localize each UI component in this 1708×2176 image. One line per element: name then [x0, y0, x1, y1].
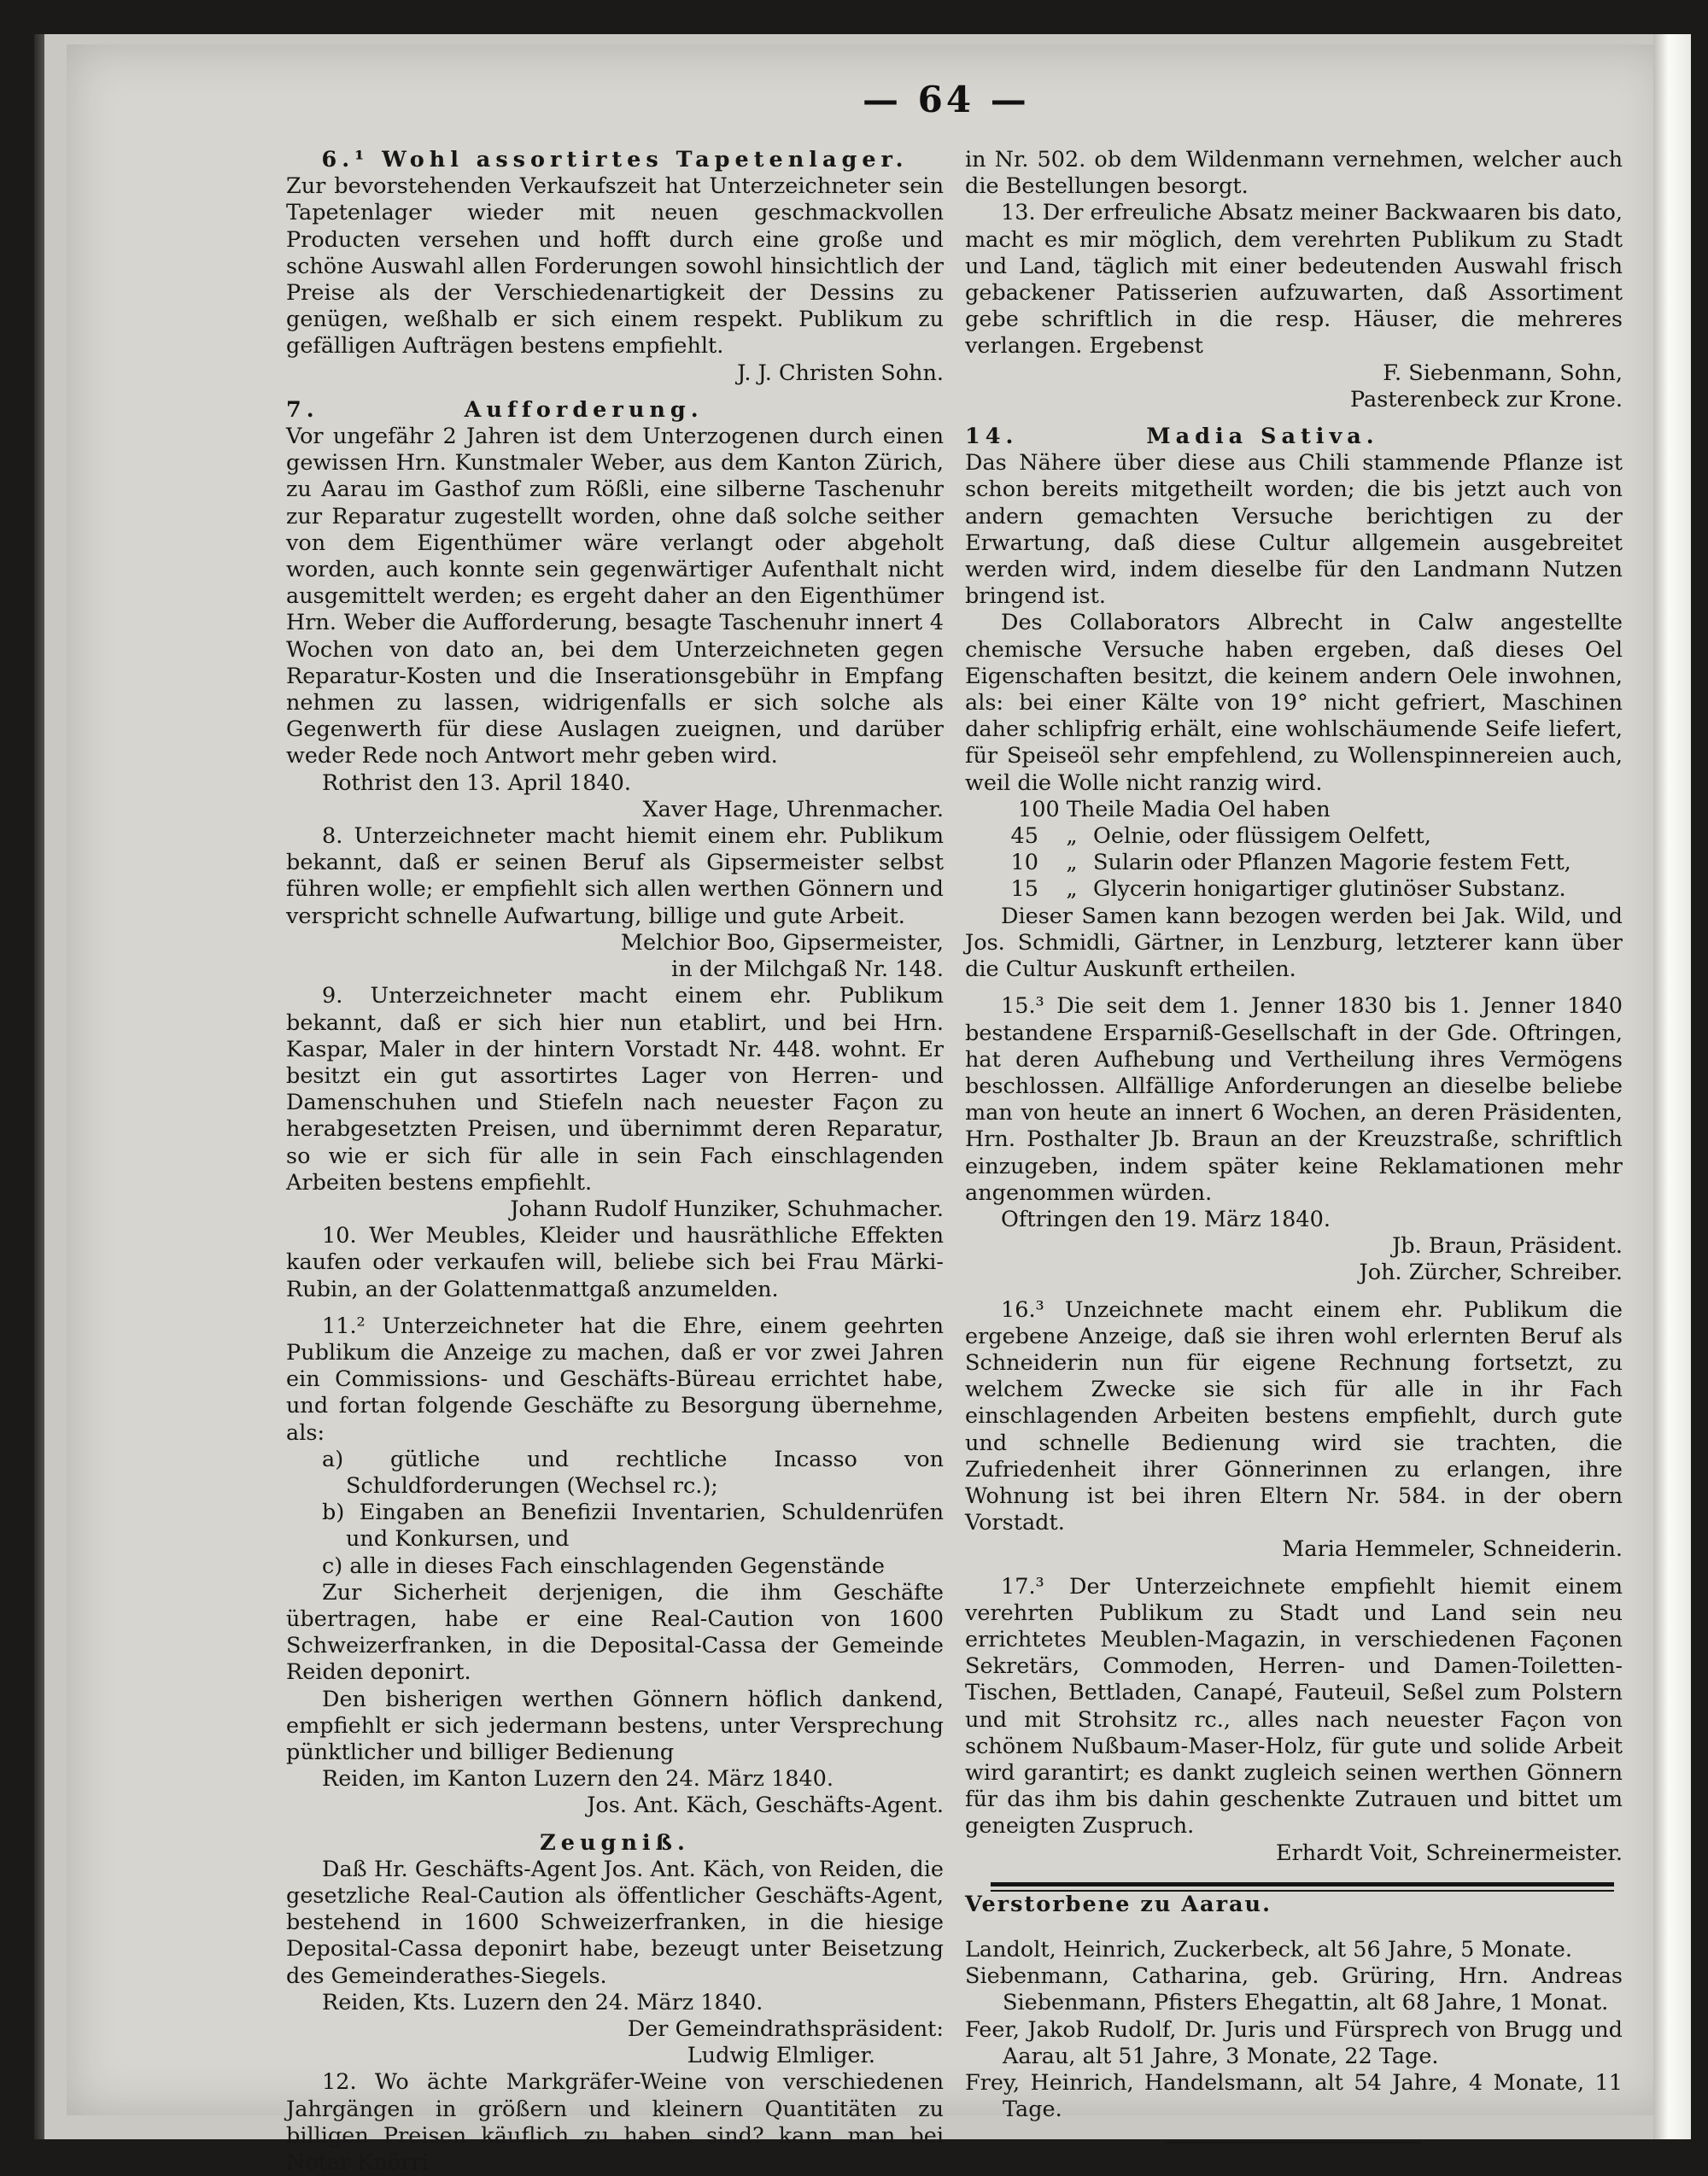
ad14-row-quantity: 45 — [1010, 823, 1038, 850]
deaths-section-title: Verstorbene zu Aarau. — [965, 1891, 1272, 1917]
ad12-continuation: in Nr. 502. ob dem Wildenmann vernehmen, welcher auch die Bestellungen besorgt. — [965, 147, 1623, 200]
ad8-signature: Melchior Boo, Gipsermeister, — [620, 929, 944, 956]
ad14-number: 14. — [965, 424, 1019, 450]
right-column — [965, 147, 1623, 2144]
ad11-signature: Jos. Ant. Käch, Geschäfts-Agent. — [587, 1793, 944, 1819]
death-entry: Feer, Jakob Rudolf, Dr. Juris und Fürsprech von Brugg und Aarau, alt 51 Jahre, 3 Monate, 22 Tage. — [965, 2016, 1623, 2069]
ad14-paragraph-2: Des Collaborators Albrecht in Calw angestellte chemische Versuche haben ergeben, daß dieses Oel Eigenschaften besitzt, die keinem andern Oele inwohnen, als: bei einer Kälte von 19° nicht gefriert, Maschinen daher schlipfrig erhält, eine wohlschäumende Seife liefert, für Speiseöl sehr empfehlend, zu Wollenspinnereien auch, weil die Wolle nicht ranzig wird. — [965, 610, 1623, 796]
ad11-item-a: a) gütliche und rechtliche Incasso von Schuldforderungen (Wechsel rc.); — [322, 1446, 944, 1499]
spacer — [286, 387, 944, 397]
ad14-table-row — [982, 823, 1623, 850]
ad11-date: Reiden, im Kanton Luzern den 24. März 1840. — [322, 1766, 834, 1793]
ad14-row-text: Glycerin honigartiger glutinöser Substanz. — [1093, 876, 1566, 903]
next-page-edge — [1653, 34, 1691, 2139]
ad11-item-c: c) alle in dieses Fach einschlagenden Gegenstände — [322, 1553, 885, 1579]
zeugnis-date: Reiden, Kts. Luzern den 24. März 1840. — [322, 1989, 763, 2015]
ad13-body: 13. Der erfreuliche Absatz meiner Backwaaren bis dato, macht es mir möglich, dem verehrten Publikum zu Stadt und Land, täglich mit einer bedeutenden Auswahl frisch gebackener Patisserien aufzuwarten, daß Assortiment gebe schriftlich in die resp. Häuser, die mehreres verlangen. Ergebenst — [965, 200, 1623, 360]
ad14-row-text: Sularin oder Pflanzen Magorie festem Fett, — [1093, 850, 1571, 876]
ad13-signature: F. Siebenmann, Sohn, — [1383, 360, 1623, 386]
ad6-signature: J. J. Christen Sohn. — [737, 360, 944, 386]
page-number: — 64 — — [863, 79, 1030, 120]
left-column — [286, 147, 944, 2176]
ad11-item-b: b) Eingaben an Benefizii Inventarien, Schuldenrüfen und Konkursen, und — [322, 1500, 944, 1553]
ad9-signature: Johann Rudolf Hunziker, Schuhmacher. — [510, 1196, 944, 1222]
zeugnis-title: Zeugniß. — [540, 1829, 690, 1856]
ad14-row-quantity: 15 — [1010, 876, 1038, 903]
ad7-title — [286, 397, 944, 424]
ad7-number: 7. — [286, 396, 319, 423]
zeugnis-signature-title: Der Gemeindrathspräsident: — [627, 2016, 944, 2043]
zeugnis-signature-name: Ludwig Elmliger. — [687, 2043, 875, 2069]
ad14-table-header: 100 Theile Madia Oel haben — [1018, 796, 1331, 822]
spacer — [286, 1303, 944, 1313]
ad14-title — [965, 424, 1623, 450]
ad8-address: in der Milchgaß Nr. 148. — [671, 956, 944, 983]
spacer — [965, 413, 1623, 424]
ad11-security: Zur Sicherheit derjenigen, die ihm Geschäfte übertragen, habe er eine Real-Caution von 1600 Schweizerfranken, in die Deposital-Cassa der Gemeinde Reiden deponirt. — [286, 1579, 944, 1686]
ad15-signature-clerk: Joh. Zürcher, Schreiber. — [1359, 1260, 1623, 1286]
ad13-business: Pasterenbeck zur Krone. — [1350, 386, 1623, 412]
ad17-body: 17.³ Der Unterzeichnete empfiehlt hiemit einem verehrten Publikum zu Stadt und Land sein neu errichtetes Meublen-Magazin, in verschiedenen Façonen Sekretärs, Commoden, Herren- und Damen-Toiletten-Tischen, Bettladen, Canapé, Fauteuil, Seßel zum Polstern und mit Strohsitz rc., alles nach neuester Façon von schönem Nußbaum-Maser-Holz, für gute und solide Arbeit wird garantirt; es dankt zugleich seinen werthen Gönnern für das ihm bis dahin geschenkte Zutrauen und bittet um geneigten Zuspruch. — [965, 1573, 1623, 1840]
ad15-body: 15.³ Die seit dem 1. Jenner 1830 bis 1. Jenner 1840 bestandene Ersparniß-Gesellschaft in der Gde. Oftringen, hat deren Aufhebung und Vertheilung ihres Vermögens beschlossen. Allfällige Anforderungen an dieselbe beliebe man von heute an innert 6 Wochen, an deren Präsidenten, Hrn. Posthalter Jb. Braun an der Kreuzstraße, schriftlich einzugeben, indem später keine Reklamationen mehr angenommen würden. — [965, 993, 1623, 1206]
ad8-body: 8. Unterzeichneter macht hiemit einem ehr. Publikum bekannt, daß er seinen Beruf als Gipsermeister selbst führen wolle; er empfiehlt sich allen werthen Gönnern und verspricht schnelle Aufwartung, billige und gute Arbeit. — [286, 823, 944, 929]
ad6-body: Zur bevorstehenden Verkaufszeit hat Unterzeichneter sein Tapetenlager wieder mit neuen geschmackvollen Producten versehen und hofft durch eine große und schöne Auswahl allen Forderungen sowohl hinsichtlich der Preise als der Verschiedenartigkeit der Dessins zu genügen, weßhalb er sich einem respekt. Publikum zu gefälligen Aufträgen bestens empfiehlt. — [286, 173, 944, 360]
ad10-body: 10. Wer Meubles, Kleider und hausräthliche Effekten kaufen oder verkaufen will, beliebe sich bei Frau Märki-Rubin, an der Golattenmattgaß anzumelden. — [286, 1223, 944, 1302]
ad9-body: 9. Unterzeichneter macht einem ehr. Publikum bekannt, daß er sich hier nun etablirt, und bei Hrn. Kaspar, Maler in der hintern Vorstadt Nr. 448. wohnt. Er besitzt ein gut assortirtes Lager von Herren- und Damenschuhen und Stiefeln nach neuester Façon zu herabgesetzten Preisen, und übernimmt deren Reparatur, so wie er sich für alle in sein Fach einschlagenden Arbeiten bestens empfiehlt. — [286, 983, 944, 1196]
ad14-row-text: Oelnie, oder flüssigem Oelfett, — [1093, 823, 1431, 850]
spacer — [965, 1287, 1623, 1297]
ad12-body: 12. Wo ächte Markgräfer-Weine von verschiedenen Jahrgängen in größern und kleinern Quantitäten zu billigen Preisen käuflich zu haben sind? kann man bei Notar Knörri — [286, 2069, 944, 2176]
ad15-signature-president: Jb. Braun, Präsident. — [1392, 1233, 1623, 1260]
spacer — [286, 1820, 944, 1830]
ad14-title-text: Madia Sativa. — [1146, 424, 1379, 450]
ad14-table-row — [982, 876, 1623, 903]
ad14-paragraph-1: Das Nähere über diese aus Chili stammende Pflanze ist schon bereits mitgetheilt worden; die bis jetzt auch von andern gemachten Versuche berichtigen zu der Erwartung, daß diese Cultur allgemein ausgebreitet werden wird, indem dieselbe für den Landmann Nutzen bringend ist. — [965, 450, 1623, 610]
ad11-thanks: Den bisherigen werthen Gönnern höflich dankend, empfiehlt er sich jedermann bestens, unter Versprechung pünktlicher und billiger Bedienung — [286, 1686, 944, 1765]
ad14-composition-table — [965, 797, 1623, 904]
ad7-date: Rothrist den 13. April 1840. — [322, 769, 631, 796]
ad6-title: 6.¹ Wohl assortirtes Tapetenlager. — [321, 147, 909, 173]
ad7-signature: Xaver Hage, Uhrenmacher. — [642, 796, 944, 822]
death-entry: Siebenmann, Catharina, geb. Grüring, Hrn. Andreas Siebenmann, Pfisters Ehegattin, alt 68 Jahre, 1 Monat. — [965, 1963, 1623, 2016]
spacer — [965, 983, 1623, 993]
ad16-signature: Maria Hemmeler, Schneiderin. — [1282, 1536, 1623, 1563]
ad14-paragraph-3: Dieser Samen kann bezogen werden bei Jak. Wild, und Jos. Schmidli, Gärtner, in Lenzburg, letzterer kann über die Cultur Auskunft ertheilen. — [965, 903, 1623, 983]
ad14-row-ditto: „ — [1066, 850, 1078, 876]
zeugnis-body: Daß Hr. Geschäfts-Agent Jos. Ant. Käch, von Reiden, die gesetzliche Real-Caution als öffentlicher Geschäfts-Agent, bestehend in 1600 Schweizerfranken, in die hiesige Deposital-Cassa deponirt habe, bezeugt unter Beisetzung des Gemeinderathes-Siegels. — [286, 1856, 944, 1989]
ad7-body: Vor ungefähr 2 Jahren ist dem Unterzogenen durch einen gewissen Hrn. Kunstmaler Weber, aus dem Kanton Zürich, zu Aarau im Gasthof zum Rößli, eine silberne Taschenuhr zur Reparatur zugestellt worden, ohne daß solche seither von dem Eigenthümer wäre verlangt oder abgeholt worden, auch konnte sein gegenwärtiger Aufenthalt nicht ausgemittelt werden; es ergeht daher an den Eigenthümer Hrn. Weber die Aufforderung, besagte Taschenuhr innert 4 Wochen von dato an, bei dem Unterzeichneten gegen Reparatur-Kosten und die Inserationsgebühr in Empfang nehmen zu lassen, widrigenfalls er sich solche als Gegenwerth für diese Auslagen zueignen, und darüber weder Rede noch Antwort mehr geben wird. — [286, 424, 944, 769]
closing-rule — [1166, 2142, 1422, 2144]
ad15-date: Oftringen den 19. März 1840. — [1001, 1206, 1331, 1232]
ad14-row-ditto: „ — [1066, 823, 1078, 850]
death-entry: Frey, Heinrich, Handelsmann, alt 54 Jahre, 4 Monate, 11 Tage. — [965, 2070, 1623, 2123]
ad14-row-quantity: 10 — [1010, 850, 1038, 876]
spacer — [965, 1564, 1623, 1574]
ad14-table-row — [982, 850, 1623, 876]
ad14-row-ditto: „ — [1066, 876, 1078, 903]
section-divider-thick — [991, 1882, 1614, 1886]
death-entry: Landolt, Heinrich, Zuckerbeck, alt 56 Jahre, 5 Monate. — [965, 1937, 1572, 1962]
ad16-body: 16.³ Unzeichnete macht einem ehr. Publikum die ergebene Anzeige, daß sie ihren wohl erlernten Beruf als Schneiderin nun für eigene Rechnung fortsetzt, zu welchem Zwecke sie sich für alle in ihr Fach einschlagenden Arbeiten bestens empfiehlt, durch gute und schnelle Bedienung wird sie trachten, die Zufriedenheit ihrer Gönnerinnen zu erlangen, ihre Wohnung ist bei ihren Eltern Nr. 584. in der obern Vorstadt. — [965, 1296, 1623, 1536]
ad17-signature: Erhardt Voit, Schreinermeister. — [1276, 1840, 1623, 1866]
ad11-intro: 11.² Unterzeichneter hat die Ehre, einem geehrten Publikum die Anzeige zu machen, daß er vor zwei Jahren ein Commissions- und Geschäfts-Büreau errichtet habe, und fortan folgende Geschäfte zu Besorgung übernehme, als: — [286, 1313, 944, 1446]
ad7-title-text: Aufforderung. — [464, 396, 704, 423]
spacer — [965, 1918, 1623, 1937]
